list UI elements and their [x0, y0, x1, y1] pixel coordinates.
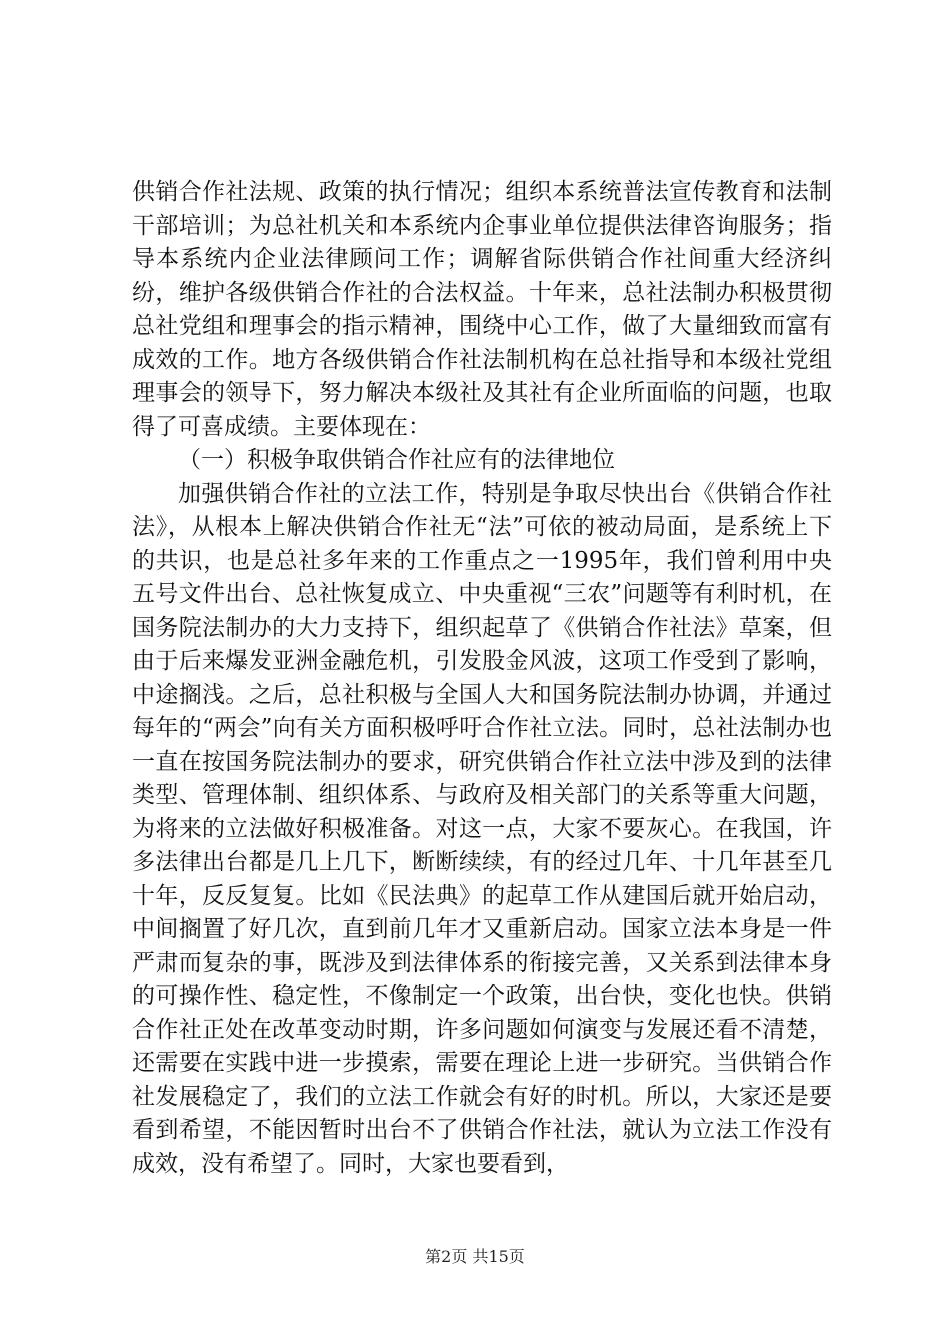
paragraph-continued: 供销合作社法规、政策的执行情况；组织本系统普法宣传教育和法制干部培训；为总社机关和本系统内企事业单位提供法律咨询服务；指导本系统内企业法律顾问工作；调解省际供销合作社间重大经济纠纷，维护各级供销合作社的合法权益。十年来，总社法制办积极贯彻总社党组和理事会的指示精神，围绕中心工作，做了大量细致而富有成效的工作。地方各级供销合作社法制机构在总社指导和本级社党组理事会的领导下，努力解决本级社及其社有企业所面临的问题，也取得了可喜成绩。主要体现在： [132, 179, 832, 440]
document-body [132, 176, 832, 1181]
section-heading: （一）积极争取供销合作社应有的法律地位 [178, 447, 615, 473]
page-footer: 第2页 共15页 [425, 1247, 525, 1266]
paragraph-main: 加强供销合作社的立法工作，特别是争取尽快出台《供销合作社法》，从根本上解决供销合作社无“法”可依的被动局面，是系统上下的共识，也是总社多年来的工作重点之一1995年，我们曾利用中央五号文件出台、总社恢复成立、中央重视“三农”问题等有利时机，在国务院法制办的大力支持下，组织起草了《供销合作社法》草案，但由于后来爆发亚洲金融危机，引发股金风波，这项工作受到了影响，中途搁浅。之后，总社积极与全国人大和国务院法制办协调，并通过每年的“两会”向有关方面积极呼吁合作社立法。同时，总社法制办也一直在按国务院法制办的要求，研究供销合作社立法中涉及到的法律类型、管理体制、组织体系、与政府及相关部门的关系等重大问题，为将来的立法做好积极准备。对这一点，大家不要灰心。在我国，许多法律出台都是几上几下，断断续续，有的经过几年、十几年甚至几十年，反反复复。比如《民法典》的起草工作从建国后就开始启动，中间搁置了好几次，直到前几年才又重新启动。国家立法本身是一件严肃而复杂的事，既涉及到法律体系的衔接完善，又关系到法律本身的可操作性、稳定性，不像制定一个政策，出台快，变化也快。供销合作社正处在改革变动时期，许多问题如何演变与发展还看不清楚，还需要在实践中进一步摸索，需要在理论上进一步研究。当供销合作社发展稳定了，我们的立法工作就会有好的时机。所以，大家还是要看到希望，不能因暂时出台不了供销合作社法，就认为立法工作没有成效，没有希望了。同时，大家也要看到， [132, 480, 832, 1177]
